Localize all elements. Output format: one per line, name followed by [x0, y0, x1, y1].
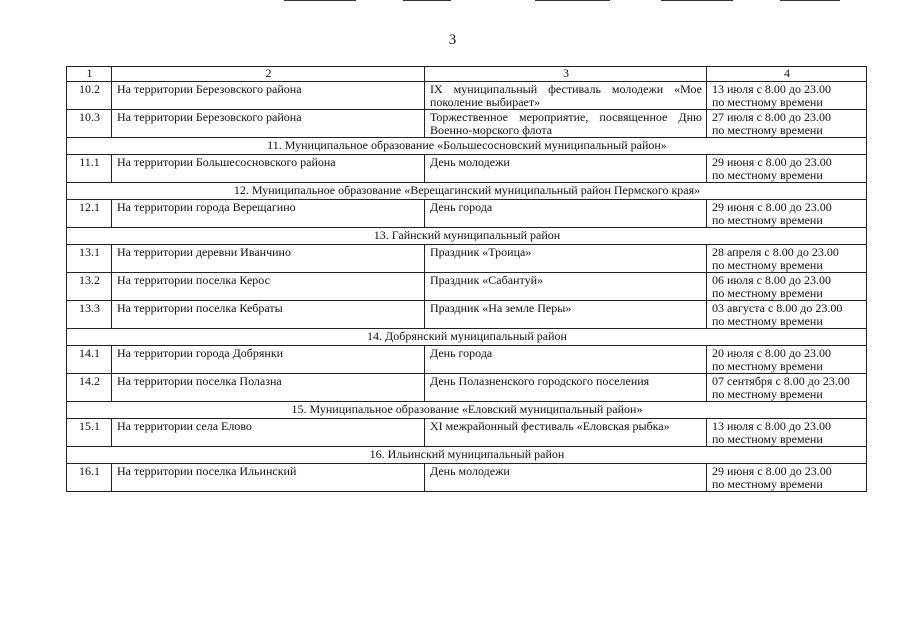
column-header: 1: [67, 67, 112, 82]
row-time: [707, 374, 867, 402]
row-date: 29 июня с 8.00 до 23.00: [712, 464, 832, 478]
row-number: 10.2: [67, 82, 112, 110]
row-time: [707, 346, 867, 374]
row-date: 06 июля с 8.00 до 23.00: [712, 273, 832, 287]
table-row: [67, 419, 867, 447]
row-date: 03 августа с 8.00 до 23.00: [712, 301, 843, 315]
top-rule: [780, 0, 840, 1]
row-number: 13.2: [67, 273, 112, 301]
top-rule: [284, 0, 356, 1]
row-location: На территории Большесосновского района: [112, 155, 425, 183]
row-time-note: по местному времени: [712, 286, 823, 300]
row-time-note: по местному времени: [712, 123, 823, 137]
section-row: [67, 138, 867, 155]
row-time: [707, 155, 867, 183]
row-location: На территории поселка Керос: [112, 273, 425, 301]
row-time-note: по местному времени: [712, 432, 823, 446]
row-time: [707, 245, 867, 273]
row-location: На территории Березовского района: [112, 110, 425, 138]
row-number: 13.3: [67, 301, 112, 329]
row-event: День города: [425, 346, 707, 374]
row-time: [707, 200, 867, 228]
row-location: На территории поселка Ильинский: [112, 464, 425, 492]
row-location: На территории города Верещагино: [112, 200, 425, 228]
section-title: 15. Муниципальное образование «Еловский муниципальный район»: [67, 402, 867, 419]
row-number: 15.1: [67, 419, 112, 447]
row-event: Праздник «На земле Перы»: [425, 301, 707, 329]
row-number: 16.1: [67, 464, 112, 492]
table-row: [67, 374, 867, 402]
row-number: 14.1: [67, 346, 112, 374]
section-row: [67, 402, 867, 419]
table-row: [67, 464, 867, 492]
table-row: [67, 200, 867, 228]
row-time: [707, 301, 867, 329]
row-time-note: по местному времени: [712, 168, 823, 182]
table-row: [67, 245, 867, 273]
row-time: [707, 273, 867, 301]
section-title: 13. Гайнский муниципальный район: [67, 228, 867, 245]
table-row: [67, 301, 867, 329]
row-event: Торжественное мероприятие, посвященное Дню Военно-морского флота: [425, 110, 707, 138]
row-time: [707, 464, 867, 492]
row-time-note: по местному времени: [712, 387, 823, 401]
section-row: [67, 329, 867, 346]
row-location: На территории села Елово: [112, 419, 425, 447]
row-date: 07 сентября с 8.00 до 23.00: [712, 374, 850, 388]
row-date: 29 июня с 8.00 до 23.00: [712, 155, 832, 169]
row-date: 28 апреля с 8.00 до 23.00: [712, 245, 839, 259]
row-time-note: по местному времени: [712, 258, 823, 272]
row-event: Праздник «Троица»: [425, 245, 707, 273]
page-number: 3: [448, 32, 457, 48]
row-number: 13.1: [67, 245, 112, 273]
row-number: 14.2: [67, 374, 112, 402]
events-table: [66, 66, 867, 492]
table-row: [67, 346, 867, 374]
section-row: [67, 183, 867, 200]
section-title: 11. Муниципальное образование «Большесосновский муниципальный район»: [67, 138, 867, 155]
row-event: Праздник «Сабантуй»: [425, 273, 707, 301]
column-header: 4: [707, 67, 867, 82]
row-number: 11.1: [67, 155, 112, 183]
row-date: 27 июля с 8.00 до 23.00: [712, 110, 832, 124]
row-time: [707, 110, 867, 138]
column-header: 2: [112, 67, 425, 82]
section-title: 12. Муниципальное образование «Верещагинский муниципальный район Пермского края»: [67, 183, 867, 200]
top-rule: [403, 0, 451, 1]
top-rule: [535, 0, 610, 1]
row-event: IX муниципальный фестиваль молодежи «Мое поколение выбирает»: [425, 82, 707, 110]
section-row: [67, 228, 867, 245]
section-row: [67, 447, 867, 464]
row-date: 13 июля с 8.00 до 23.00: [712, 82, 832, 96]
row-number: 10.3: [67, 110, 112, 138]
row-location: На территории деревни Иванчино: [112, 245, 425, 273]
row-time-note: по местному времени: [712, 359, 823, 373]
row-time: [707, 82, 867, 110]
table-row: [67, 273, 867, 301]
column-header: 3: [425, 67, 707, 82]
top-rule: [661, 0, 733, 1]
section-title: 16. Ильинский муниципальный район: [67, 447, 867, 464]
row-location: На территории города Добрянки: [112, 346, 425, 374]
row-event: День молодежи: [425, 155, 707, 183]
section-title: 14. Добрянский муниципальный район: [67, 329, 867, 346]
table-row: [67, 82, 867, 110]
row-event: XI межрайонный фестиваль «Еловская рыбка»: [425, 419, 707, 447]
table-body: [67, 67, 867, 492]
row-time: [707, 419, 867, 447]
row-time-note: по местному времени: [712, 477, 823, 491]
row-location: На территории поселка Кебраты: [112, 301, 425, 329]
row-location: На территории поселка Полазна: [112, 374, 425, 402]
row-time-note: по местному времени: [712, 213, 823, 227]
row-time-note: по местному времени: [712, 314, 823, 328]
table-row: [67, 155, 867, 183]
row-event: День города: [425, 200, 707, 228]
row-date: 29 июня с 8.00 до 23.00: [712, 200, 832, 214]
row-event: День Полазненского городского поселения: [425, 374, 707, 402]
row-time-note: по местному времени: [712, 95, 823, 109]
row-date: 20 июля с 8.00 до 23.00: [712, 346, 832, 360]
table-row: [67, 110, 867, 138]
row-number: 12.1: [67, 200, 112, 228]
row-event: День молодежи: [425, 464, 707, 492]
row-date: 13 июля с 8.00 до 23.00: [712, 419, 832, 433]
table-header-row: [67, 67, 867, 82]
row-location: На территории Березовского района: [112, 82, 425, 110]
